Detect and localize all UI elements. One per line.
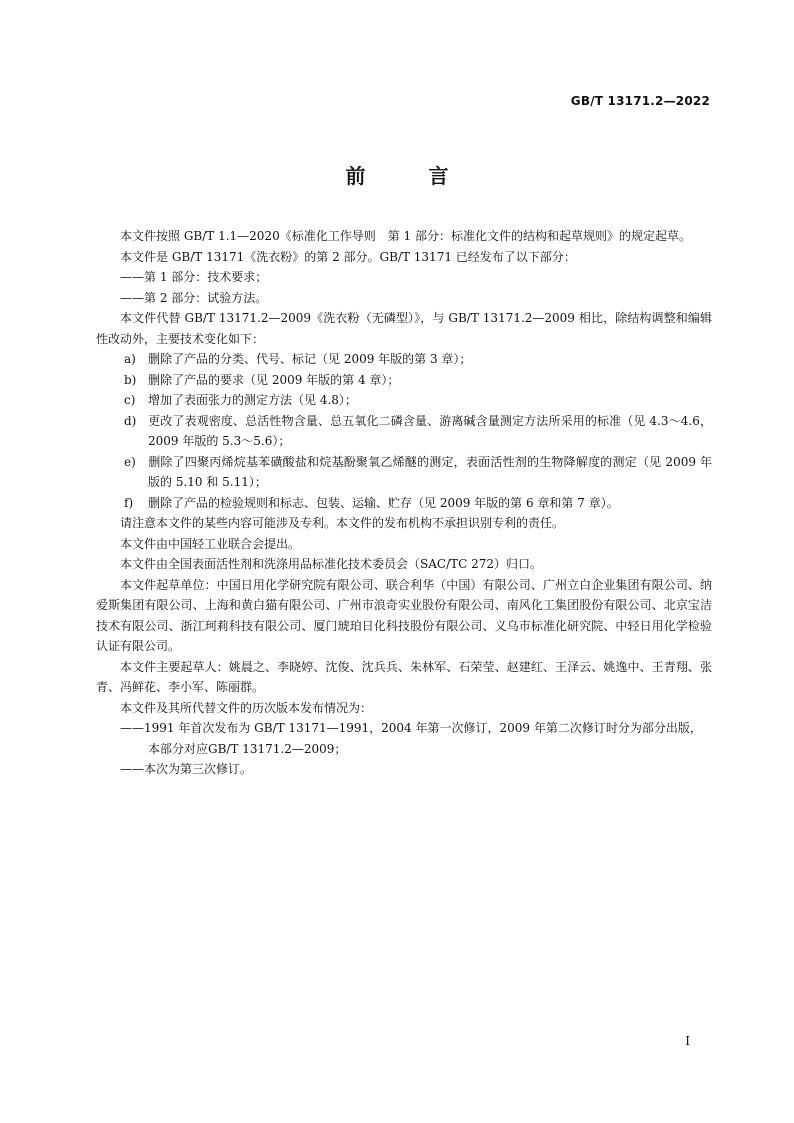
change-text: 更改了表观密度、总活性物含量、总五氧化二磷含量、游离碱含量测定方法所采用的标准（见 4.3～4.6，2009 年版的 5.3～5.6）；	[148, 413, 712, 448]
change-text: 增加了表面张力的测定方法（见 4.8）；	[148, 393, 357, 407]
history-item-2: ——本次为第三次修订。	[120, 762, 253, 776]
list-item-part-1: ——第 1 部分：技术要求；	[120, 270, 268, 284]
page-title: 前 言	[345, 164, 477, 188]
paragraph-replacement: 本文件代替 GB/T 13171.2—2009《洗衣粉（无磷型）》，与 GB/T 13171.2—2009 相比，除结构调整和编辑性改动外，主要技术变化如下：	[96, 311, 712, 346]
list-marker: a)	[124, 352, 136, 366]
change-item-b	[96, 370, 712, 391]
change-text: 删除了产品的要求（见 2009 年版的第 4 章）；	[148, 372, 400, 387]
paragraph-drafters: 本文件主要起草人：姚晨之、李晓婷、沈俊、沈兵兵、朱林军、石荣莹、赵建红、王泽云、姚逸中、王青翔、张青、冯鲜花、李小军、陈丽群。	[96, 659, 712, 694]
paragraph-drafting-units: 本文件起草单位：中国日用化学研究院有限公司、联合利华（中国）有限公司、广州立白企业集团有限公司、纳爱斯集团有限公司、上海和黄白猫有限公司、广州市浪奇实业股份有限公司、南风化工集团股份有限公司、北京宝洁技术有限公司、浙江珂莉科技有限公司、厦门琥珀日化科技股份有限公司、义乌市标准化研究院、中轻日用化学检验认证有限公司。	[96, 577, 712, 653]
standard-code: GB/T 13171.2—2022	[570, 94, 710, 108]
change-item-a	[96, 349, 712, 370]
list-marker: d)	[124, 413, 137, 428]
paragraph-committee: 本文件由全国表面活性剂和洗涤用品标准化技术委员会（SAC/TC 272）归口。	[120, 557, 543, 571]
change-item-f	[96, 493, 712, 514]
list-marker: b)	[124, 372, 137, 387]
paragraph-patent-notice: 请注意本文件的某些内容可能涉及专利。本文件的发布机构不承担识别专利的责任。	[120, 516, 565, 530]
change-text: 删除了四聚丙烯烷基苯磺酸盐和烷基酚聚氧乙烯醚的测定，表面活性剂的生物降解度的测定（见 2009 年版的 5.10 和 5.11）；	[148, 454, 712, 489]
paragraph-proposed-by: 本文件由中国轻工业联合会提出。	[120, 536, 301, 551]
document-body	[96, 226, 712, 780]
change-item-d	[96, 411, 712, 452]
list-marker: e)	[124, 454, 136, 469]
paragraph-history-intro: 本文件及其所代替文件的历次版本发布情况为：	[120, 700, 373, 715]
list-item-part-2: ——第 2 部分：试验方法。	[120, 290, 268, 305]
list-marker: c)	[124, 393, 136, 407]
list-marker: f)	[124, 495, 134, 510]
paragraph-drafting-basis: 本文件按照 GB/T 1.1—2020《标准化工作导则 第 1 部分：标准化文件的结构和起草规则》的规定起草。	[120, 229, 691, 243]
change-text: 删除了产品的检验规则和标志、包装、运输、贮存（见 2009 年版的第 6 章和第 7 章）。	[148, 495, 619, 510]
page-number: I	[685, 1034, 690, 1048]
change-text: 删除了产品的分类、代号、标记（见 2009 年版的第 3 章）；	[148, 352, 472, 366]
change-item-e	[96, 452, 712, 493]
paragraph-series-parts: 本文件是 GB/T 13171《洗衣粉》的第 2 部分。GB/T 13171 已经发布了以下部分：	[120, 249, 576, 264]
history-item-1: ——1991 年首次发布为 GB/T 13171—1991，2004 年第一次修订，2009 年第二次修订时分为部分出版，本部分对应GB/T 13171.2—2009；	[120, 721, 702, 756]
change-item-c	[96, 390, 712, 411]
